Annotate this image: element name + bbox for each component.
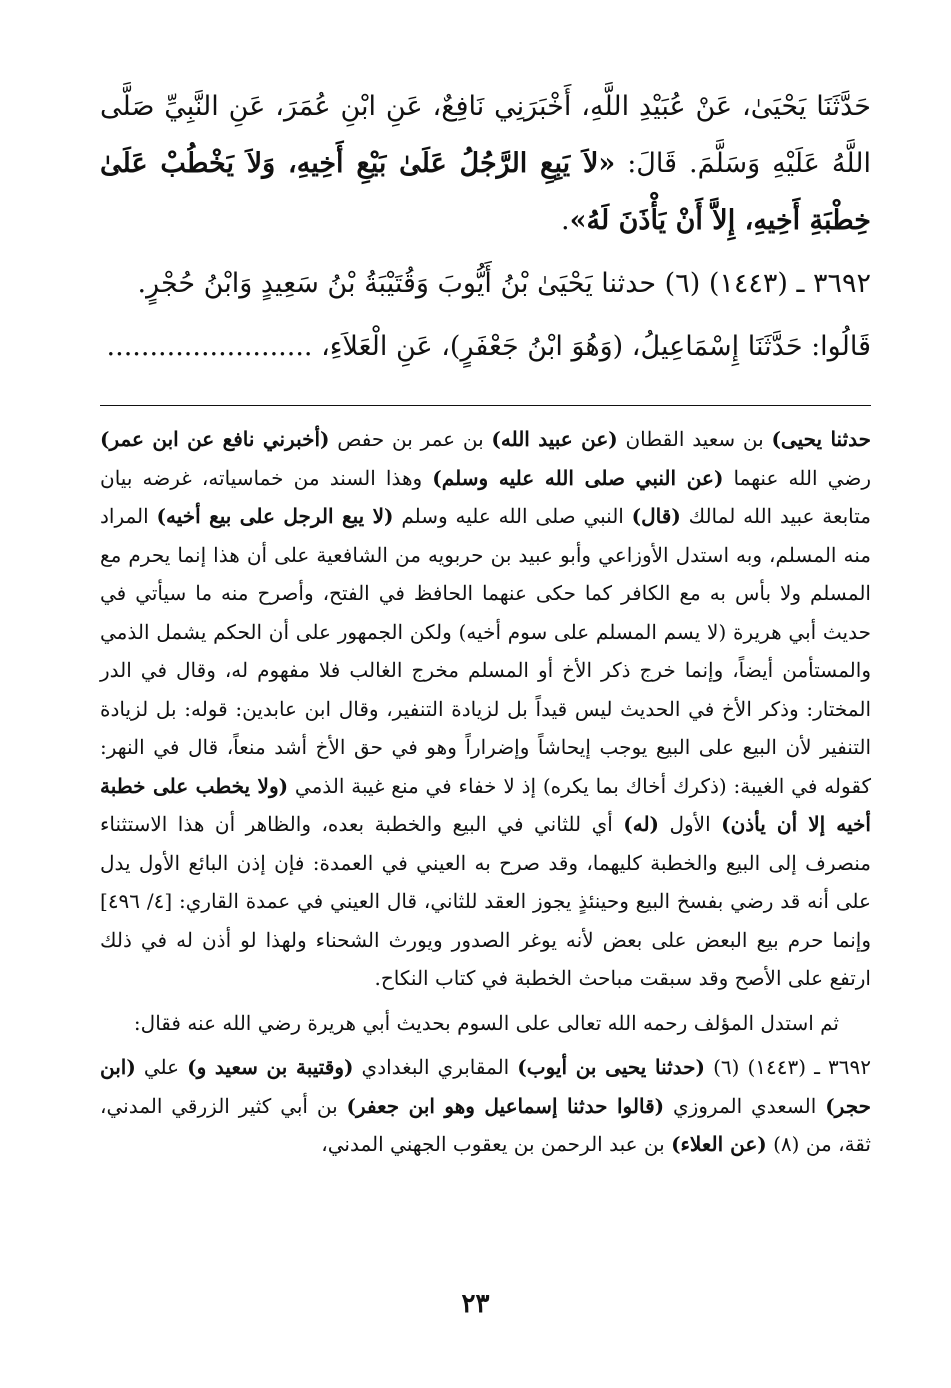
commentary-text: بن عبد الرحمن بن يعقوب الجهني المدني، (321, 1132, 672, 1156)
commentary-bold-quote: (عن النبي صلى الله عليه وسلم) (432, 465, 724, 490)
hadith-quote: «لاَ يَبِعِ الرَّجُلُ عَلَىٰ بَيْعِ أَخِيهِ، وَلاَ يَخْطُبْ عَلَىٰ خِطْبَةِ أَخِيهِ، إِلاَّ أَنْ يَأْذَنَ لَهُ» (100, 148, 871, 236)
hadith-chain-line: قَالُوا: حَدَّثَنَا إِسْمَاعِيلُ، (وَهُوَ ابْنُ جَعْفَرٍ)، عَنِ الْعَلاَءِ، ........................ (106, 331, 871, 362)
page-number: ٢٣ (461, 1289, 490, 1319)
hadith-number-line: ٣٦٩٢ ـ (١٤٤٣) (٦) حدثنا يَحْيَىٰ بْنُ أَيُّوبَ وَقُتَيْبَةُ بْنُ سَعِيدٍ وَابْنُ حُجْرٍ. (137, 268, 871, 299)
hadith-paragraph (100, 78, 871, 249)
commentary-text: ٣٦٩٢ ـ (١٤٤٣) (٦) (705, 1055, 872, 1079)
commentary-text: بن أبي كثير الزرقي المدني، ثقة، من (٨) (100, 1093, 871, 1156)
commentary-paragraph-next (100, 1048, 871, 1164)
commentary-bold-quote: (حدثنا يحيى بن أيوب) (517, 1055, 706, 1079)
commentary-bold-quote: (عن عبيد الله) (491, 427, 618, 451)
commentary-bold-quote: (قال) (631, 504, 681, 528)
commentary-bold-quote: (له) (623, 812, 660, 836)
commentary-divider (100, 405, 871, 406)
commentary-text: الأول (659, 812, 722, 836)
commentary-text: المراد منه المسلم، وبه استدل الأوزاعي وأبو عبيد بن حربويه من الشافعية على أن هذا إنما يحرم مع المسلم ولا بأس به مع الكافر كما حكى عنهما الحافظ في الفتح، وأصرح منه ما سيأتي في حديث أبي هريرة (لا يسم المسلم على سوم أخيه) ولكن الجمهور على أن الحكم يشمل الذمي والمستأمن أيضاً، وإنما خرج ذكر الأخ أو المسلم مخرج الغالب فلا مفهوم له، وقال في الدر المختار: وذكر الأخ في الحديث ليس قيداً بل لزيادة التنفير، وقال ابن عابدين: قوله: بل لزيادة التنفير لأن البيع على البيع يوجب إيحاشاً وإضراراً وهو في حق الأخ أشد منعاً، قال في النهر: كقوله في الغيبة: (ذكرك أخاك بما يكره) إذ لا خفاء في منع غيبة الذمي (100, 504, 872, 798)
commentary-text: المقابري البغدادي (353, 1055, 518, 1079)
commentary-bold-quote: (لا يبع الرجل على بيع أخيه) (156, 504, 394, 528)
commentary-paragraph (100, 420, 871, 998)
commentary-text: النبي صلى الله عليه وسلم (393, 504, 632, 528)
commentary-text: بن سعيد القطان (617, 427, 772, 451)
hadith-end: . (561, 205, 570, 236)
commentary-bold-quote: حدثنا يحيى) (771, 427, 872, 451)
commentary-text: بن عمر بن حفص (329, 427, 492, 451)
commentary-text: أي للثاني في البيع والخطبة بعده، والظاهر أن هذا الاستثناء منصرف إلى البيع والخطبة كليهما، وقد صرح به العيني في العمدة: فإن إذن البائع الأول يدل على أنه قد رضي بفسخ البيع وحينئذٍ يجوز العقد للثاني، قال العيني في عمدة القاري: [٤/ ٤٩٦] وإنما حرم بيع البعض على بعض لأنه يوغر الصدور ويورث الشحناء ولهذا لو أذن له في ذلك ارتفع على الأصح وقد سبقت مباحث الخطبة في كتاب النكاح. (100, 812, 871, 990)
hadith-text (100, 78, 871, 375)
commentary-text: علي (135, 1055, 188, 1079)
commentary-text: وهذا السند من خماسياته، غرضه بيان متابعة عبيد الله لمالك (100, 465, 871, 528)
commentary-bold-quote: (قالوا حدثنا إسماعيل وهو ابن جعفر) (346, 1093, 665, 1118)
commentary-bold-quote: (وقتيبة بن سعيد و) (187, 1055, 354, 1079)
hadith-isnad: حَدَّثَنَا يَحْيَىٰ، عَنْ عُبَيْدِ اللَّهِ، أَخْبَرَنِي نَافِعٌ، عَنِ ابْنِ عُمَرَ، عَنِ النَّبِيِّ صَلَّى اللَّهُ عَلَيْهِ وَسَلَّمَ. قَالَ: (100, 91, 871, 179)
commentary-transition: ثم استدل المؤلف رحمه الله تعالى على السوم بحديث أبي هريرة رضي الله عنه فقال: (133, 1010, 839, 1035)
commentary-text: السعدي المروزي (664, 1093, 826, 1118)
commentary-bold-quote: (ابن حجر) (100, 1055, 871, 1118)
commentary-bold-quote: (عن العلاء) (671, 1132, 767, 1156)
commentary-bold-quote: (ولا يخطب على خطبة أخيه إلا أن يأذن) (100, 773, 871, 836)
commentary-text: رضي الله عنهما (723, 465, 871, 490)
commentary-bold-quote: (أخبرني نافع عن ابن عمر) (100, 427, 330, 451)
commentary (100, 420, 871, 1164)
